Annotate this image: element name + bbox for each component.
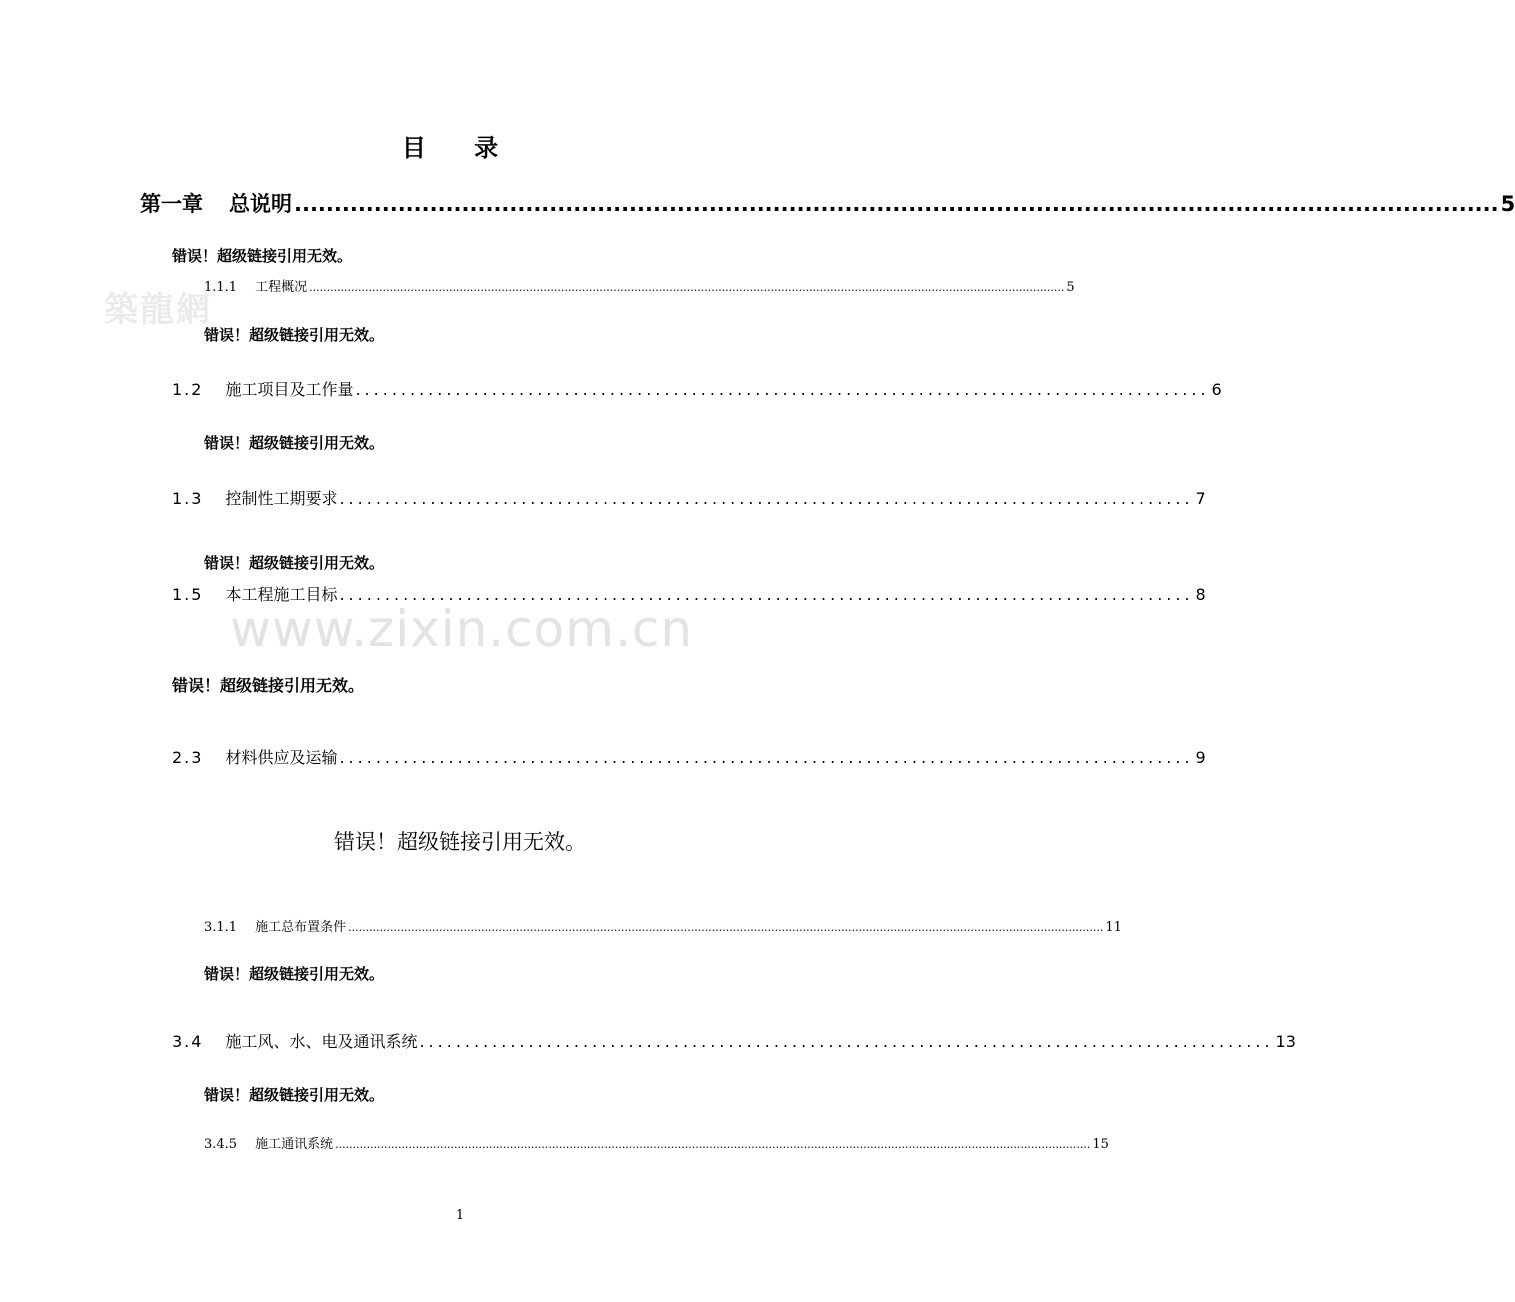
toc-error-link[interactable]: 错误！超级链接引用无效。 (204, 434, 385, 452)
toc-label: 施工通讯系统 (255, 1137, 334, 1152)
toc-error-link[interactable]: 错误！超级链接引用无效。 (204, 1086, 385, 1104)
toc-page: 13 (1275, 1032, 1296, 1051)
toc-entry-1-5[interactable] (172, 582, 1206, 605)
toc-number: 1.2 (172, 380, 204, 399)
toc-page: 9 (1195, 748, 1206, 767)
toc-entry-1-3[interactable] (172, 486, 1206, 509)
toc-label: 工程概况 (255, 280, 308, 295)
toc-page: 5 (1500, 192, 1515, 216)
toc-number: 3.1.1 (204, 920, 238, 935)
toc-leader: .............................................................................................. (339, 585, 1194, 604)
toc-chapter-1[interactable] (140, 188, 1515, 218)
toc-number: 3.4.5 (204, 1137, 238, 1152)
toc-leader: ........................................................................................................................................................................................................................ (348, 921, 1104, 934)
toc-error-link[interactable]: 错误！超级链接引用无效。 (172, 247, 353, 265)
toc-number: 2.3 (172, 748, 204, 767)
page-title: 目 录 (401, 134, 519, 162)
toc-entry-3-4-5[interactable] (204, 1133, 1109, 1152)
toc-error-link[interactable]: 错误！超级链接引用无效。 (172, 676, 365, 695)
toc-entry-1-1-1[interactable] (204, 276, 1075, 295)
toc-error-link-large[interactable]: 错误！超级链接引用无效。 (334, 830, 586, 854)
toc-page: 5 (1066, 280, 1075, 295)
toc-leader: ........................................................................................................................................................................................................................ (309, 281, 1065, 294)
toc-leader: ....................................................................................................................................................... (294, 192, 1499, 216)
page-number: 1 (455, 1208, 465, 1223)
toc-entry-2-3[interactable] (172, 745, 1206, 768)
toc-leader: .............................................................................................. (339, 748, 1194, 767)
toc-error-link[interactable]: 错误！超级链接引用无效。 (204, 326, 385, 344)
toc-page: 6 (1211, 380, 1222, 399)
toc-label: 总说明 (229, 192, 292, 216)
toc-label: 材料供应及运输 (225, 748, 338, 767)
toc-page: 15 (1092, 1137, 1109, 1152)
toc-label: 本工程施工目标 (225, 585, 338, 604)
toc-leader: .............................................................................................. (419, 1032, 1274, 1051)
watermark-url: www.zixin.com.cn (230, 600, 694, 658)
toc-number: 第一章 (140, 192, 203, 216)
toc-label: 施工总布置条件 (255, 920, 347, 935)
watermark-logo: 築龍網 (104, 290, 212, 330)
toc-page: 8 (1195, 585, 1206, 604)
toc-number: 3.4 (172, 1032, 204, 1051)
toc-error-link[interactable]: 错误！超级链接引用无效。 (204, 554, 385, 572)
toc-entry-3-1-1[interactable] (204, 916, 1122, 935)
toc-leader: .............................................................................................. (339, 489, 1194, 508)
toc-page: 11 (1105, 920, 1122, 935)
toc-page: 7 (1195, 489, 1206, 508)
toc-error-link[interactable]: 错误！超级链接引用无效。 (204, 965, 385, 983)
toc-label: 施工风、水、电及通讯系统 (225, 1032, 418, 1051)
toc-leader: ........................................................................................................................................................................................................................ (335, 1138, 1091, 1151)
toc-number: 1.5 (172, 585, 204, 604)
toc-number: 1.3 (172, 489, 204, 508)
toc-label: 施工项目及工作量 (225, 380, 354, 399)
toc-label: 控制性工期要求 (225, 489, 338, 508)
toc-leader: .............................................................................................. (355, 380, 1210, 399)
toc-entry-3-4[interactable] (172, 1029, 1296, 1052)
toc-number: 1.1.1 (204, 280, 238, 295)
toc-entry-1-2[interactable] (172, 377, 1222, 400)
